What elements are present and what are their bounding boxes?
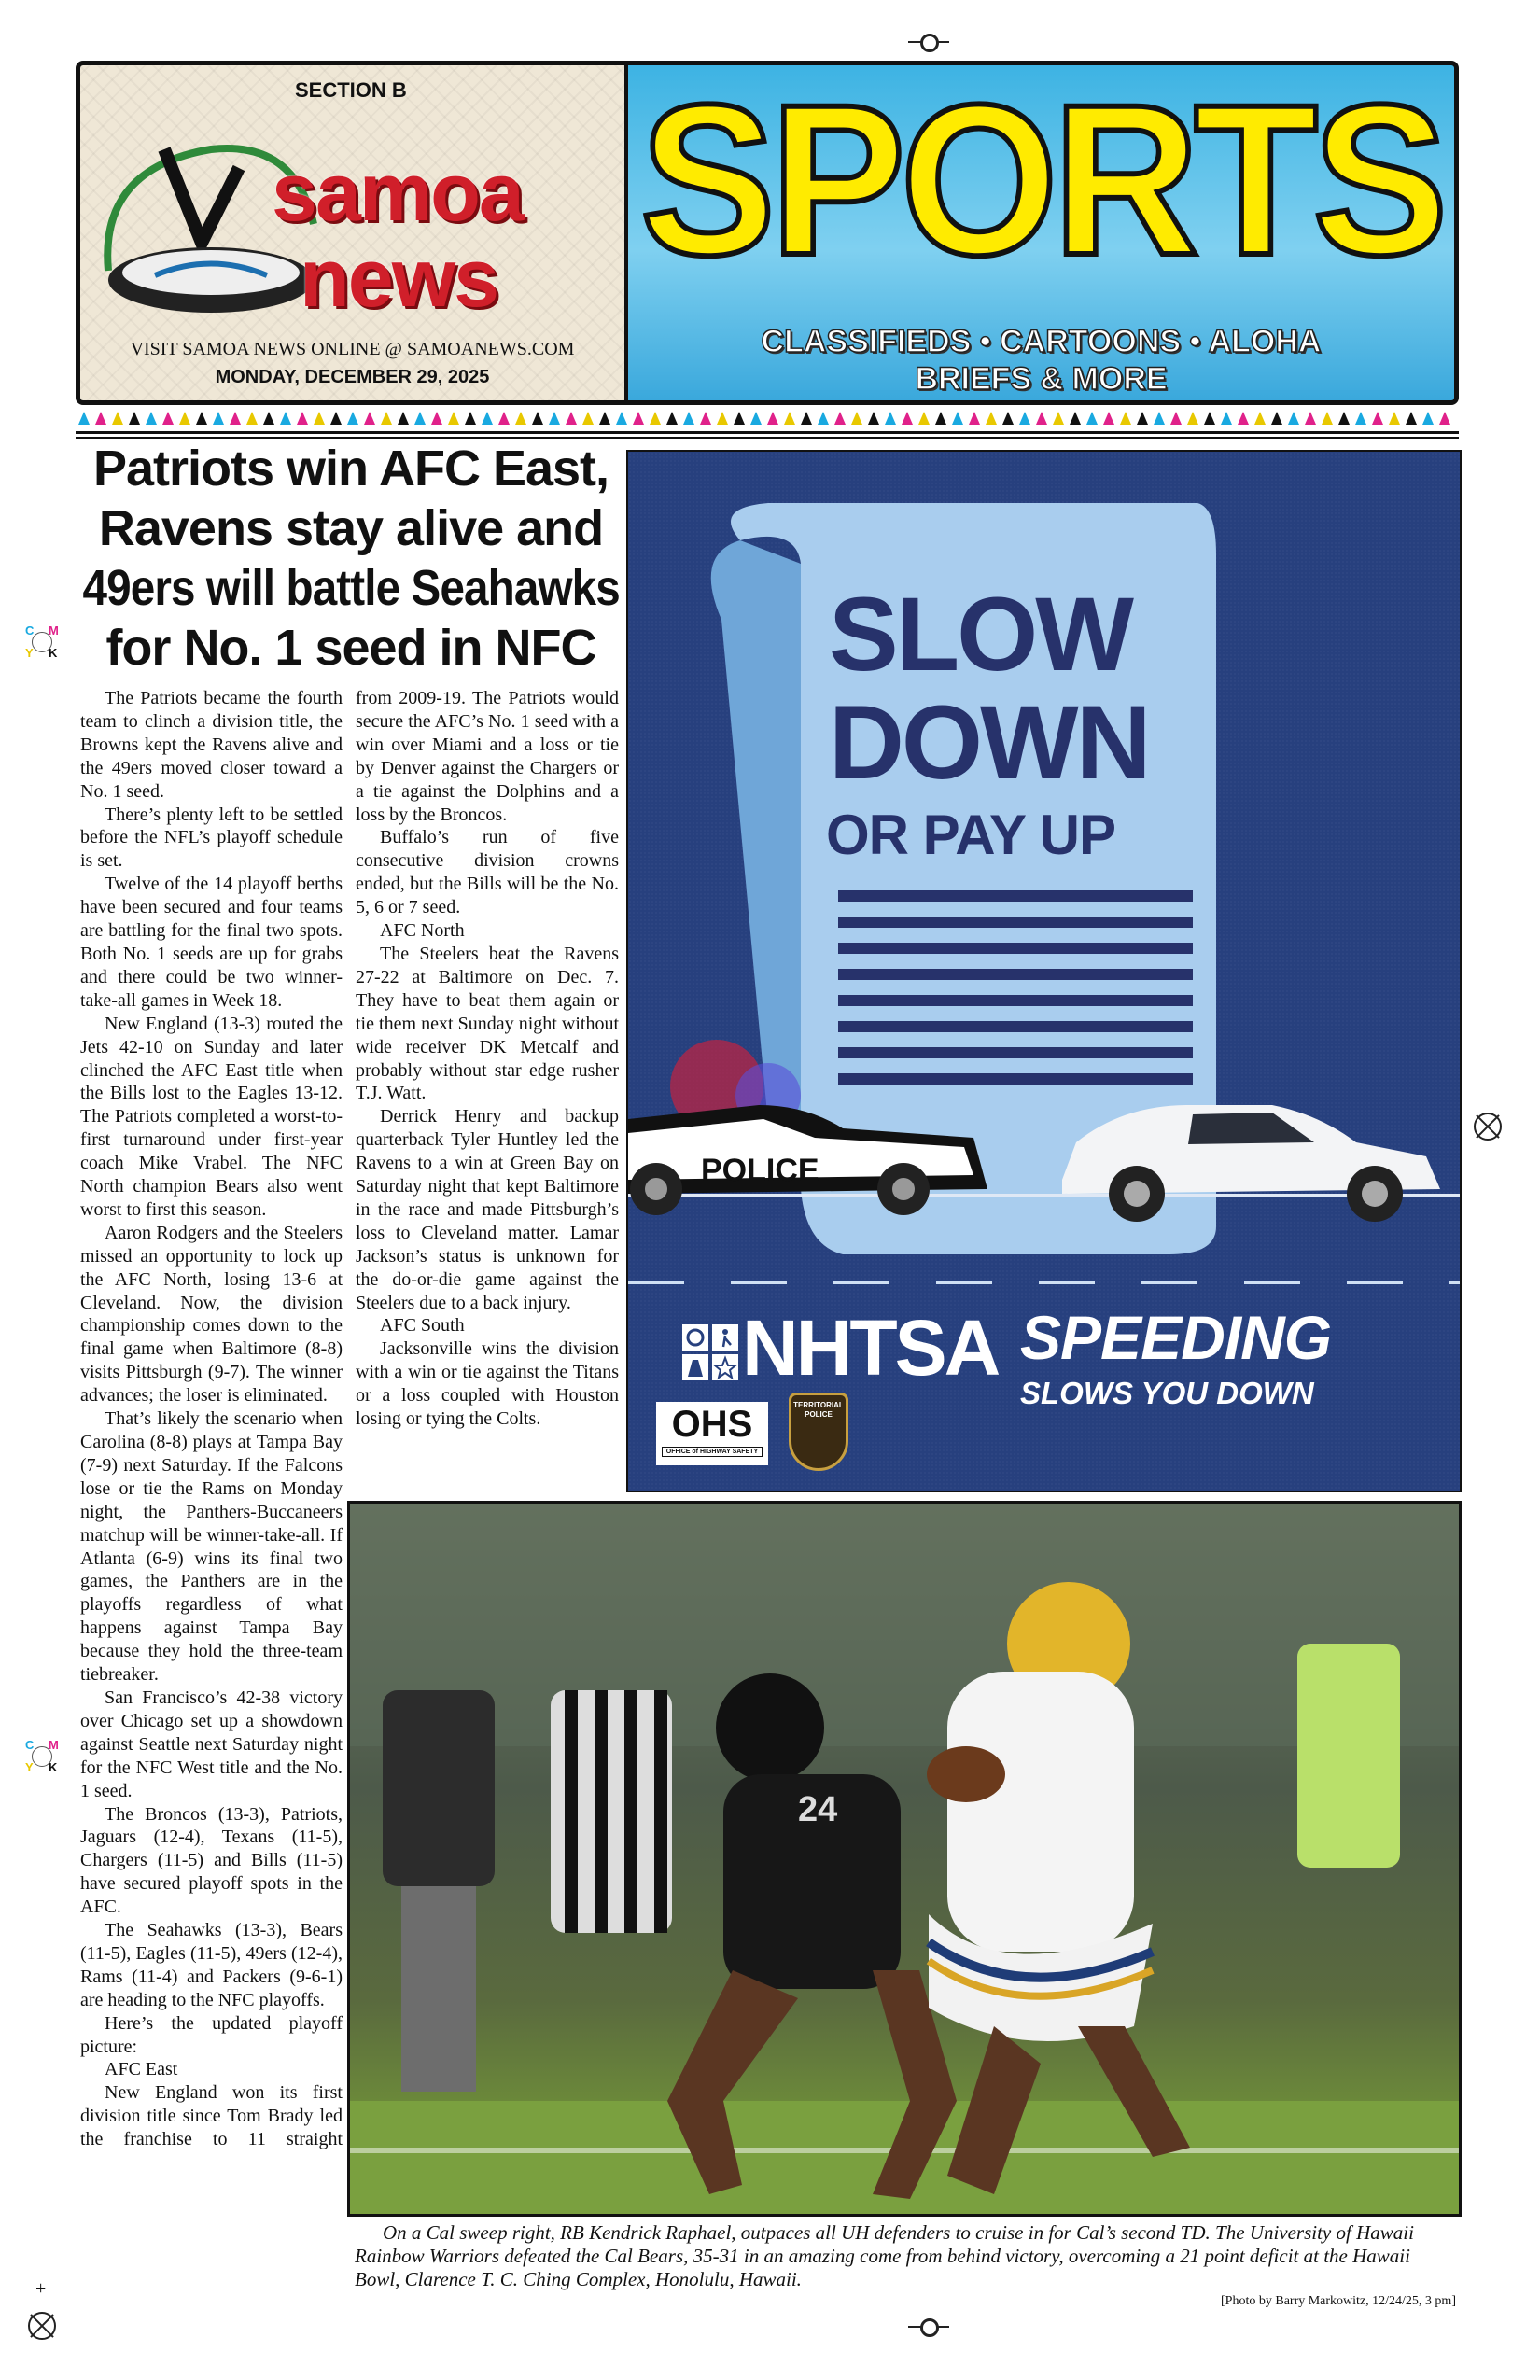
article-paragraph: That’s likely the scenario when Carolina (8-8) plays at Tampa Bay (7-9) next Saturday. If the Falcons lose or tie the Rams on Monday night, the Panthers-Buccaneers matchup will be winner-take-all. If Atlanta (6-9) wins its final two games, the Panthers are in the playoffs regardless of what happens against Tampa Bay because they hold the three-team tiebreaker. — [80, 1408, 343, 1686]
crosshair-mark-bottom-left — [28, 2312, 56, 2340]
article-paragraph: Here’s the updated playoff picture: — [80, 2012, 343, 2057]
triangle-ornament — [381, 412, 392, 425]
triangle-ornament — [1204, 412, 1215, 425]
article-paragraph: There’s plenty left to be settled before the NFL’s playoff schedule is set. — [80, 804, 343, 872]
sports-title: SPORTS — [639, 61, 1443, 300]
logo-news: news — [300, 231, 498, 324]
article-paragraph: The Seahawks (13-3), Bears (11-5), Eagles (11-5), 49ers (12-4), Rams (11-4) and Packers (9-6-1) are heading to the NFC playoffs. — [80, 1920, 343, 2010]
triangle-ornament — [146, 412, 157, 425]
triangle-ornament — [633, 412, 644, 425]
triangle-ornament — [314, 412, 325, 425]
football-players-image-icon — [350, 1504, 1462, 2217]
triangle-ornament — [1154, 412, 1165, 425]
triangle-ornament — [1120, 412, 1131, 425]
triangle-ornament — [1019, 412, 1030, 425]
triangle-ornament — [885, 412, 896, 425]
triangle-ornament — [431, 412, 442, 425]
triangle-ornament — [599, 412, 610, 425]
triangle-ornament — [935, 412, 946, 425]
ad-subheadline: OR PAY UP — [826, 804, 1116, 866]
triangle-ornament — [1221, 412, 1232, 425]
slow-down-ad — [626, 450, 1462, 1492]
photo-caption: On a Cal sweep right, RB Kendrick Raphael, outpaces all UH defenders to cruise in for Cal’s second TD. The University of Hawaii Rainbow Warriors defeated the Cal Bears, 35-31 in an amazing come from behind victory, overcoming a 21 point deficit at the Hawaii Bowl, Clarence T. C. Ching Complex, Honolulu, Hawaii. — [355, 2221, 1414, 2290]
triangle-ornament — [1355, 412, 1366, 425]
football-photo — [347, 1501, 1462, 2217]
plus-mark: + — [35, 2278, 47, 2299]
triangle-ornament — [566, 412, 577, 425]
triangle-ornament — [1137, 412, 1148, 425]
article-paragraph: AFC South — [380, 1315, 465, 1337]
triangle-ornament — [549, 412, 560, 425]
triangle-ornament — [767, 412, 778, 425]
triangle-ornament — [1170, 412, 1182, 425]
article-column-1 — [80, 687, 343, 2151]
triangle-ornament — [112, 412, 123, 425]
registration-target-bottom — [908, 2318, 949, 2335]
section-label: SECTION B — [295, 78, 407, 102]
decorative-triangle-border — [78, 412, 1456, 425]
article-paragraph: Twelve of the 14 playoff berths have been secured and four teams are battling for the final two spots. Both No. 1 seeds are up for grabs and there could be two winner-take-all games in Week 18. — [80, 874, 343, 1011]
triangle-ornament — [986, 412, 997, 425]
triangle-ornament — [515, 412, 526, 425]
article-paragraph: Jacksonville wins the division with a win or tie against the Titans or a loss coupled with Houston losing or tying the Colts. — [356, 1338, 619, 1430]
photo-credit: [Photo by Barry Markowitz, 12/24/25, 3 pm] — [1221, 2294, 1456, 2308]
triangle-ornament — [616, 412, 627, 425]
triangle-ornament — [784, 412, 795, 425]
triangle-ornament — [179, 412, 190, 425]
article-paragraph: The Broncos (13-3), Patriots, Jaguars (12-4), Texans (11-5), Chargers (11-5) and Bills (11-5) have secured playoff spots in the AFC. — [80, 1803, 343, 1918]
triangle-ornament — [196, 412, 207, 425]
triangle-ornament — [666, 412, 678, 425]
article-paragraph: San Francisco’s 42-38 victory over Chicago set up a showdown against Seattle next Saturday night for the NFC West title and the No. 1 seed. — [80, 1687, 343, 1801]
police-car-label: POLICE — [701, 1153, 819, 1188]
triangle-ornament — [398, 412, 409, 425]
article-column-2 — [356, 687, 619, 1431]
triangle-ornament — [129, 412, 140, 425]
triangle-ornament — [532, 412, 543, 425]
triangle-ornament — [1338, 412, 1350, 425]
triangle-ornament — [230, 412, 241, 425]
triangle-ornament — [347, 412, 358, 425]
triangle-ornament — [1322, 412, 1333, 425]
triangle-ornament — [902, 412, 913, 425]
triangle-ornament — [1372, 412, 1383, 425]
registration-target-top — [908, 34, 949, 50]
triangle-ornament — [1406, 412, 1417, 425]
cmyk-mark: C M Y K — [25, 1738, 59, 1774]
triangle-ornament — [1288, 412, 1299, 425]
article-paragraph: from 2009-19. The Patriots would secure the AFC’s No. 1 seed with a win over Miami and a loss or tie by Denver against the Chargers or a tie against the Dolphins and a loss by the Broncos. — [356, 688, 619, 825]
triangle-ornament — [330, 412, 342, 425]
triangle-ornament — [750, 412, 762, 425]
triangle-ornament — [297, 412, 308, 425]
cmyk-mark: C M Y K — [25, 623, 59, 660]
triangle-ornament — [1389, 412, 1400, 425]
triangle-ornament — [801, 412, 812, 425]
triangle-ornament — [1103, 412, 1114, 425]
triangle-ornament — [700, 412, 711, 425]
triangle-ornament — [482, 412, 493, 425]
triangle-ornament — [1439, 412, 1450, 425]
triangle-ornament — [95, 412, 106, 425]
triangle-ornament — [834, 412, 846, 425]
article-headline: Patriots win AFC East, Ravens stay alive and 49ers will battle Seahawks for No. 1 seed in NFC — [82, 441, 620, 676]
triangle-ornament — [1254, 412, 1266, 425]
article-paragraph: Buffalo’s run of five consecutive division crowns ended, but the Bills will be the No. 5, 6 or 7 seed. — [356, 827, 619, 918]
sports-subtitle: CLASSIFIEDS • CARTOONS • ALOHA BRIEFS & MORE — [761, 324, 1322, 397]
masthead — [76, 61, 1459, 405]
logo-samoa: samoa — [272, 146, 523, 238]
article-paragraph: AFC East — [105, 2059, 178, 2080]
triangle-ornament — [1271, 412, 1282, 425]
triangle-ornament — [734, 412, 745, 425]
triangle-ornament — [78, 412, 90, 425]
triangle-ornament — [465, 412, 476, 425]
triangle-ornament — [650, 412, 661, 425]
triangle-ornament — [1070, 412, 1081, 425]
article-paragraph: New England (13-3) routed the Jets 42-10 on Sunday and later clinched the AFC East title when the Bills lost to the Eagles 13-12. The Patriots completed a worst-to-first turnaround under first-year coach Mike Vrabel. The NFC North champion Bears also went worst to first this season. — [80, 1013, 343, 1220]
triangle-ornament — [263, 412, 274, 425]
triangle-ornament — [1053, 412, 1064, 425]
slows-you-down-text: SLOWS YOU DOWN — [1020, 1376, 1314, 1410]
territorial-police-badge-icon: TERRITORIAL POLICE — [789, 1393, 848, 1471]
article-paragraph: The Steelers beat the Ravens 27-22 at Baltimore on Dec. 7. They have to beat them again or tie them next Sunday night without wide receiver DK Metcalf and probably without star edge rusher T.J. Watt. — [356, 943, 619, 1104]
samoa-news-panel — [80, 65, 624, 400]
triangle-ornament — [1422, 412, 1434, 425]
triangle-ornament — [1036, 412, 1047, 425]
triangle-ornament — [162, 412, 174, 425]
triangle-ornament — [1305, 412, 1316, 425]
triangle-ornament — [1086, 412, 1098, 425]
triangle-ornament — [683, 412, 694, 425]
triangle-ornament — [582, 412, 594, 425]
ad-headline: SLOW DOWN — [829, 576, 1149, 801]
divider-rule — [76, 431, 1459, 434]
triangle-ornament — [246, 412, 258, 425]
triangle-ornament — [952, 412, 963, 425]
triangle-ornament — [717, 412, 728, 425]
triangle-ornament — [414, 412, 426, 425]
nhtsa-logo-text: NHTSA — [742, 1304, 999, 1392]
visit-online-text[interactable]: VISIT SAMOA NEWS ONLINE @ SAMOANEWS.COM — [130, 339, 575, 359]
triangle-ornament — [1238, 412, 1249, 425]
ohs-logo: OHS OFFICE of HIGHWAY SAFETY — [656, 1402, 768, 1465]
article-paragraph: New England won its first division title since Tom Brady led the franchise to 11 straight — [80, 2082, 343, 2150]
article-paragraph: The Patriots became the fourth team to clinch a division title, the Browns kept the Ravens alive and the 49ers moved closer toward a No. 1 seed. — [80, 688, 343, 802]
triangle-ornament — [918, 412, 930, 425]
triangle-ornament — [818, 412, 829, 425]
issue-date: MONDAY, DECEMBER 29, 2025 — [215, 367, 490, 387]
jersey-number: 24 — [798, 1790, 838, 1829]
triangle-ornament — [1187, 412, 1198, 425]
crosshair-mark-right — [1474, 1113, 1502, 1141]
article-paragraph: AFC North — [380, 920, 465, 942]
article-paragraph: Derrick Henry and backup quarterback Tyler Huntley led the Ravens to a win at Green Bay on Saturday night that kept Baltimore in the race and made Pittsburgh’s loss to Cleveland matter. Lamar Jackson’s status is unknown for the do-or-die game against the Steelers due to a back injury. — [356, 1106, 619, 1313]
triangle-ornament — [868, 412, 879, 425]
triangle-ornament — [851, 412, 862, 425]
speeding-text: SPEEDING — [1020, 1303, 1332, 1372]
triangle-ornament — [498, 412, 510, 425]
triangle-ornament — [280, 412, 291, 425]
nhtsa-icons-icon — [682, 1324, 740, 1382]
triangle-ornament — [1002, 412, 1014, 425]
triangle-ornament — [969, 412, 980, 425]
sports-banner — [628, 61, 1454, 400]
article-paragraph: Aaron Rodgers and the Steelers missed an opportunity to lock up the AFC North, losing 13-6 at Cleveland. Now, the division championship comes down to the final game when Baltimore (8-8) visits Pittsburgh (9-7). The winner advances; the loser is eliminated. — [80, 1222, 343, 1407]
triangle-ornament — [364, 412, 375, 425]
triangle-ornament — [448, 412, 459, 425]
triangle-ornament — [213, 412, 224, 425]
